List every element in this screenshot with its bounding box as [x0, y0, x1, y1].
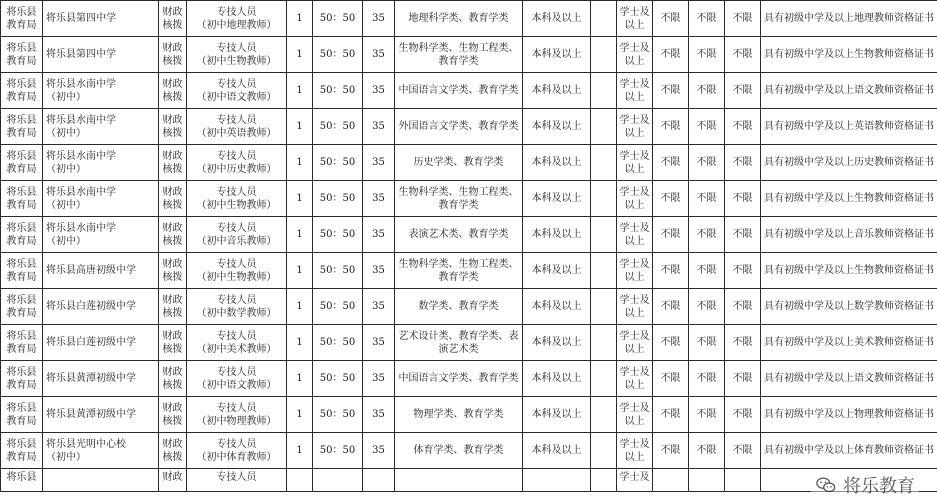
cell-limit-3: 不限	[725, 181, 761, 217]
cell-education: 本科及以上	[523, 397, 591, 433]
cell-unit: 将乐县水南中学 （初中）	[43, 217, 159, 253]
cell-degree: 学士及以上	[617, 253, 653, 289]
cell-limit-2: 不限	[689, 1, 725, 37]
cell-count: 1	[287, 1, 313, 37]
cell-unit: 将乐县高唐初级中学	[43, 253, 159, 289]
table-row	[1, 37, 937, 73]
table-body	[1, 1, 937, 492]
cell-age: 35	[363, 433, 395, 469]
cell-condition: 具有初级中学及以上地理教师资格证书	[761, 1, 937, 37]
cell-funding: 财政核拨	[159, 433, 187, 469]
cell-limit-3: 不限	[725, 325, 761, 361]
cell-limit-2: 不限	[689, 253, 725, 289]
cell-position: 专技人员 （初中生物教师）	[187, 181, 287, 217]
watermark-text: 将乐教育	[843, 472, 915, 498]
cell-major: 物理学类、教育学类	[395, 397, 523, 433]
cell-department: 将乐县教育局	[1, 37, 43, 73]
cell-limit-1: 不限	[653, 397, 689, 433]
cell-department: 将乐县教育局	[1, 289, 43, 325]
cell-ratio	[313, 469, 363, 492]
cell-education: 本科及以上	[523, 145, 591, 181]
cell-position: 专技人员 （初中语文教师）	[187, 73, 287, 109]
cell-degree: 学士及以上	[617, 1, 653, 37]
cell-limit-1	[653, 469, 689, 492]
cell-limit-1: 不限	[653, 1, 689, 37]
cell-count: 1	[287, 433, 313, 469]
cell-major: 中国语言文学类、教育学类	[395, 361, 523, 397]
cell-limit-2: 不限	[689, 145, 725, 181]
cell-ratio: 50：50	[313, 253, 363, 289]
cell-funding: 财政核拨	[159, 109, 187, 145]
cell-department: 将乐县教育局	[1, 325, 43, 361]
cell-blank	[591, 181, 617, 217]
cell-age: 35	[363, 181, 395, 217]
cell-limit-3: 不限	[725, 361, 761, 397]
cell-count: 1	[287, 397, 313, 433]
cell-degree: 学士及以上	[617, 145, 653, 181]
cell-limit-2: 不限	[689, 217, 725, 253]
cell-education: 本科及以上	[523, 433, 591, 469]
cell-degree: 学士及以上	[617, 289, 653, 325]
cell-limit-2: 不限	[689, 433, 725, 469]
account-watermark	[811, 474, 919, 496]
cell-ratio: 50：50	[313, 217, 363, 253]
cell-position: 专技人员 （初中数学教师）	[187, 289, 287, 325]
cell-condition: 具有初级中学及以上物理教师资格证书	[761, 397, 937, 433]
cell-funding: 财政核拨	[159, 361, 187, 397]
cell-major: 生物科学类、生物工程类、教育学类	[395, 253, 523, 289]
cell-count: 1	[287, 109, 313, 145]
cell-limit-1: 不限	[653, 253, 689, 289]
cell-unit: 将乐县第四中学	[43, 1, 159, 37]
cell-ratio: 50：50	[313, 361, 363, 397]
cell-degree: 学士及以上	[617, 37, 653, 73]
cell-position: 专技人员 （初中生物教师）	[187, 37, 287, 73]
cell-department: 将乐县教育局	[1, 73, 43, 109]
table-row	[1, 469, 937, 492]
cell-limit-2: 不限	[689, 109, 725, 145]
cell-limit-1: 不限	[653, 433, 689, 469]
cell-limit-3: 不限	[725, 253, 761, 289]
cell-age: 35	[363, 145, 395, 181]
cell-count: 1	[287, 253, 313, 289]
table-row	[1, 1, 937, 37]
cell-education: 本科及以上	[523, 109, 591, 145]
cell-major: 中国语言文学类、教育学类	[395, 73, 523, 109]
cell-ratio: 50：50	[313, 289, 363, 325]
cell-degree: 学士及以上	[617, 73, 653, 109]
cell-count: 1	[287, 145, 313, 181]
cell-funding: 财政核拨	[159, 37, 187, 73]
cell-degree: 学士及以上	[617, 325, 653, 361]
cell-degree: 学士及以上	[617, 109, 653, 145]
cell-age: 35	[363, 361, 395, 397]
cell-count: 1	[287, 217, 313, 253]
cell-limit-3: 不限	[725, 397, 761, 433]
cell-blank	[591, 145, 617, 181]
cell-funding: 财政核拨	[159, 1, 187, 37]
wechat-icon	[815, 474, 837, 496]
cell-major	[395, 469, 523, 492]
cell-condition: 具有初级中学及以上音乐教师资格证书	[761, 217, 937, 253]
cell-limit-2	[689, 469, 725, 492]
cell-funding: 财政核拨	[159, 397, 187, 433]
cell-department: 将乐县教育局	[1, 397, 43, 433]
table-row	[1, 109, 937, 145]
cell-count: 1	[287, 181, 313, 217]
cell-major: 生物科学类、生物工程类、教育学类	[395, 37, 523, 73]
cell-limit-3	[725, 469, 761, 492]
cell-limit-1: 不限	[653, 109, 689, 145]
cell-department: 将乐县教育局	[1, 217, 43, 253]
cell-education: 本科及以上	[523, 325, 591, 361]
cell-blank	[591, 433, 617, 469]
cell-position: 专技人员 （初中音乐教师）	[187, 217, 287, 253]
cell-limit-3: 不限	[725, 109, 761, 145]
cell-position: 专技人员 （初中地理教师）	[187, 1, 287, 37]
cell-condition: 具有初级中学及以上生物教师资格证书	[761, 181, 937, 217]
cell-ratio: 50：50	[313, 325, 363, 361]
cell-department: 将乐县教育局	[1, 145, 43, 181]
cell-major: 表演艺术类、教育学类	[395, 217, 523, 253]
cell-unit: 将乐县水南中学 （初中）	[43, 109, 159, 145]
table-row	[1, 217, 937, 253]
cell-age: 35	[363, 73, 395, 109]
cell-limit-3: 不限	[725, 145, 761, 181]
cell-unit: 将乐县水南中学 （初中）	[43, 73, 159, 109]
cell-age: 35	[363, 289, 395, 325]
cell-major: 生物科学类、生物工程类、教育学类	[395, 181, 523, 217]
cell-count: 1	[287, 37, 313, 73]
cell-limit-1: 不限	[653, 37, 689, 73]
cell-age: 35	[363, 1, 395, 37]
cell-age: 35	[363, 253, 395, 289]
cell-unit: 将乐县白莲初级中学	[43, 325, 159, 361]
cell-condition: 具有初级中学及以上历史教师资格证书	[761, 145, 937, 181]
cell-funding: 财政核拨	[159, 145, 187, 181]
cell-ratio: 50：50	[313, 181, 363, 217]
cell-ratio: 50：50	[313, 145, 363, 181]
cell-degree: 学士及以上	[617, 217, 653, 253]
cell-blank	[591, 109, 617, 145]
cell-limit-2: 不限	[689, 37, 725, 73]
cell-education: 本科及以上	[523, 253, 591, 289]
cell-department: 将乐县教育局	[1, 253, 43, 289]
cell-degree: 学士及以上	[617, 433, 653, 469]
cell-education: 本科及以上	[523, 217, 591, 253]
cell-ratio: 50：50	[313, 433, 363, 469]
cell-blank	[591, 217, 617, 253]
cell-position: 专技人员	[187, 469, 287, 492]
cell-ratio: 50：50	[313, 397, 363, 433]
cell-blank	[591, 1, 617, 37]
cell-limit-3: 不限	[725, 217, 761, 253]
cell-position: 专技人员 （初中生物教师）	[187, 253, 287, 289]
cell-limit-1: 不限	[653, 181, 689, 217]
cell-degree: 学士及以上	[617, 361, 653, 397]
cell-ratio: 50：50	[313, 109, 363, 145]
cell-age	[363, 469, 395, 492]
cell-major: 外国语言文学类、教育学类	[395, 109, 523, 145]
cell-blank	[591, 361, 617, 397]
cell-condition: 具有初级中学及以上体育教师资格证书	[761, 433, 937, 469]
cell-count: 1	[287, 325, 313, 361]
cell-education: 本科及以上	[523, 181, 591, 217]
cell-funding: 财政	[159, 469, 187, 492]
cell-age: 35	[363, 325, 395, 361]
cell-major: 历史学类、教育学类	[395, 145, 523, 181]
cell-limit-3: 不限	[725, 433, 761, 469]
cell-major: 艺术设计类、教育学类、表演艺术类	[395, 325, 523, 361]
cell-unit: 将乐县水南中学 （初中）	[43, 181, 159, 217]
cell-blank	[591, 469, 617, 492]
cell-department: 将乐县教育局	[1, 361, 43, 397]
cell-limit-3: 不限	[725, 73, 761, 109]
cell-blank	[591, 289, 617, 325]
cell-limit-1: 不限	[653, 217, 689, 253]
cell-limit-2: 不限	[689, 73, 725, 109]
cell-ratio: 50：50	[313, 73, 363, 109]
cell-limit-1: 不限	[653, 325, 689, 361]
cell-education: 本科及以上	[523, 361, 591, 397]
table-row	[1, 73, 937, 109]
cell-limit-1: 不限	[653, 73, 689, 109]
cell-blank	[591, 37, 617, 73]
table-row	[1, 181, 937, 217]
cell-limit-1: 不限	[653, 361, 689, 397]
cell-limit-2: 不限	[689, 397, 725, 433]
cell-education	[523, 469, 591, 492]
table-row	[1, 361, 937, 397]
cell-department: 将乐县教育局	[1, 181, 43, 217]
cell-age: 35	[363, 37, 395, 73]
cell-major: 体育学类、教育学类	[395, 433, 523, 469]
table-row	[1, 433, 937, 469]
cell-blank	[591, 253, 617, 289]
cell-major: 数学类、教育学类	[395, 289, 523, 325]
cell-position: 专技人员 （初中美术教师）	[187, 325, 287, 361]
cell-count: 1	[287, 73, 313, 109]
cell-position: 专技人员 （初中英语教师）	[187, 109, 287, 145]
cell-blank	[591, 397, 617, 433]
cell-limit-3: 不限	[725, 289, 761, 325]
cell-count	[287, 469, 313, 492]
cell-degree: 学士及	[617, 469, 653, 492]
cell-degree: 学士及以上	[617, 397, 653, 433]
cell-limit-2: 不限	[689, 289, 725, 325]
table-row	[1, 145, 937, 181]
cell-ratio: 50：50	[313, 1, 363, 37]
cell-position: 专技人员 （初中体育教师）	[187, 433, 287, 469]
table-row	[1, 397, 937, 433]
cell-limit-1: 不限	[653, 145, 689, 181]
cell-position: 专技人员 （初中历史教师）	[187, 145, 287, 181]
cell-limit-2: 不限	[689, 181, 725, 217]
cell-unit: 将乐县第四中学	[43, 37, 159, 73]
cell-blank	[591, 73, 617, 109]
cell-ratio: 50：50	[313, 37, 363, 73]
cell-unit: 将乐县黄潭初级中学	[43, 397, 159, 433]
cell-funding: 财政核拨	[159, 73, 187, 109]
cell-education: 本科及以上	[523, 37, 591, 73]
cell-department: 将乐县	[1, 469, 43, 492]
cell-age: 35	[363, 397, 395, 433]
cell-unit: 将乐县黄潭初级中学	[43, 361, 159, 397]
cell-condition: 具有初级中学及以上数学教师资格证书	[761, 289, 937, 325]
cell-condition: 具有初级中学及以上语文教师资格证书	[761, 73, 937, 109]
cell-department: 将乐县教育局	[1, 433, 43, 469]
cell-count: 1	[287, 289, 313, 325]
cell-degree: 学士及以上	[617, 181, 653, 217]
cell-limit-3: 不限	[725, 37, 761, 73]
cell-unit: 将乐县白莲初级中学	[43, 289, 159, 325]
cell-limit-3: 不限	[725, 1, 761, 37]
cell-education: 本科及以上	[523, 289, 591, 325]
cell-position: 专技人员 （初中物理教师）	[187, 397, 287, 433]
cell-funding: 财政核拨	[159, 181, 187, 217]
table-row	[1, 325, 937, 361]
cell-funding: 财政核拨	[159, 217, 187, 253]
cell-condition: 具有初级中学及以上美术教师资格证书	[761, 325, 937, 361]
cell-major: 地理科学类、教育学类	[395, 1, 523, 37]
cell-funding: 财政核拨	[159, 289, 187, 325]
cell-limit-2: 不限	[689, 325, 725, 361]
cell-condition: 具有初级中学及以上语文教师资格证书	[761, 361, 937, 397]
cell-age: 35	[363, 217, 395, 253]
cell-condition: 具有初级中学及以上英语教师资格证书	[761, 109, 937, 145]
cell-count: 1	[287, 361, 313, 397]
cell-department: 将乐县教育局	[1, 109, 43, 145]
cell-unit: 将乐县水南中学 （初中）	[43, 145, 159, 181]
cell-age: 35	[363, 109, 395, 145]
cell-position: 专技人员 （初中语文教师）	[187, 361, 287, 397]
cell-department: 将乐县教育局	[1, 1, 43, 37]
cell-funding: 财政核拨	[159, 253, 187, 289]
table-row	[1, 253, 937, 289]
cell-education: 本科及以上	[523, 1, 591, 37]
table-row	[1, 289, 937, 325]
cell-unit: 将乐县光明中心校 （初中）	[43, 433, 159, 469]
cell-limit-1: 不限	[653, 289, 689, 325]
cell-blank	[591, 325, 617, 361]
cell-limit-2: 不限	[689, 361, 725, 397]
cell-condition: 具有初级中学及以上生物教师资格证书	[761, 37, 937, 73]
cell-funding: 财政核拨	[159, 325, 187, 361]
cell-education: 本科及以上	[523, 73, 591, 109]
cell-condition: 具有初级中学及以上生物教师资格证书	[761, 253, 937, 289]
cell-unit	[43, 469, 159, 492]
